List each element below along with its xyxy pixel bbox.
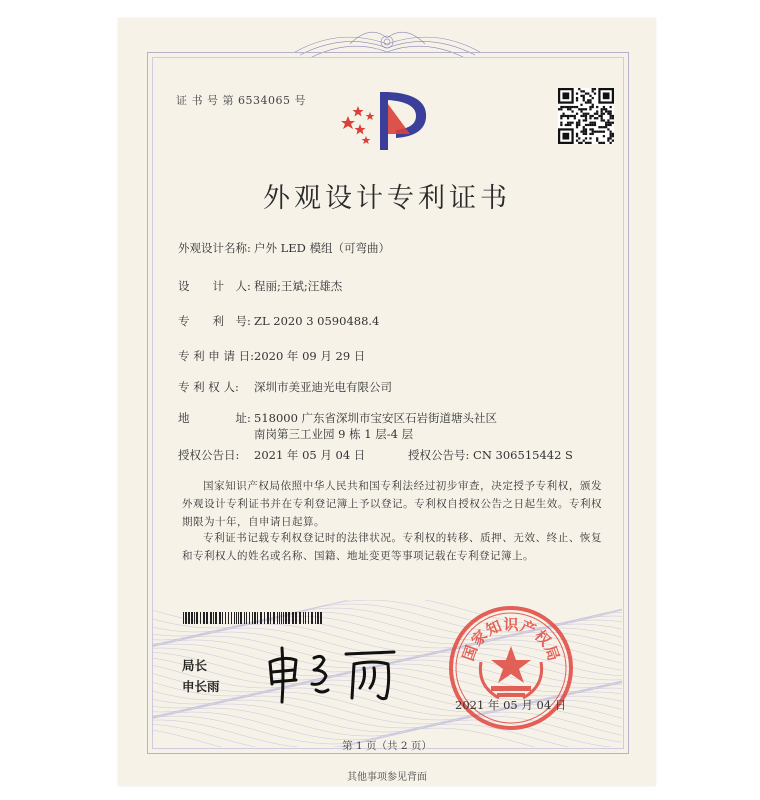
field-patentee [178,379,554,395]
publication-number [408,447,573,463]
page-number: 第 1 页（共 2 页） [342,740,432,752]
field-application-date [178,348,554,364]
svg-text:识: 识 [503,615,519,634]
cnipa-logo-icon [336,84,434,156]
field-value: 2020 年 09 月 29 日 [254,349,366,363]
svg-text:国: 国 [459,642,482,664]
signature-icon [262,640,402,706]
field-label: 专 利 申 请 日: [178,349,254,363]
signatory-name: 申长雨 [182,679,220,694]
legal-status-note: 专利证书记载专利权登记时的法律状况。专利权的转移、质押、无效、终止、恢复和专利权人的姓名或名称、国籍、地址变更等事项记载在专利登记簿上。 [182,532,602,562]
svg-text:家: 家 [467,626,492,650]
field-designer [178,278,554,294]
field-address [178,410,504,442]
qr-code-icon [558,88,614,144]
certificate-number: 证 书 号 第 6534065 号 [176,94,306,107]
svg-text:局: 局 [540,642,563,664]
field-value: 深圳市美亚迪光电有限公司 [254,380,392,394]
field-value: ZL 2020 3 0590488.4 [254,314,380,328]
field-label: 地 址: [178,411,251,425]
field-value: 户外 LED 模组（可弯曲） [254,241,391,255]
publication-value: CN 306515442 S [473,448,573,462]
field-grant-date [178,447,404,463]
svg-text:权: 权 [530,626,555,650]
grant-statement: 国家知识产权局依照中华人民共和国专利法经过初步审查，决定授予专利权，颁发外观设计专利证书并在专利登记簿上予以登记。专利权自授权公告之日起生效。专利权期限为十年，自申请日起算。 [182,480,602,528]
field-label: 专 利 权 人: [178,380,239,394]
signatory-title: 局长 [182,658,208,673]
certificate-title: 外观设计专利证书 [263,183,511,214]
field-label: 授权公告日: [178,448,240,462]
field-label: 设 计 人: [178,279,251,293]
footer-note: 其他事项参见背面 [347,772,427,783]
field-value: 518000 广东省深圳市宝安区石岩街道塘头社区南岗第三工业园 9 栋 1 层-4 层 [254,411,498,441]
barcode-icon [183,612,325,624]
seal-date: 2021 年 05 月 04 日 [455,698,567,712]
field-label: 专 利 号: [178,314,251,328]
field-value: 程丽;王斌;汪雄杰 [254,279,343,293]
field-patent-number [178,313,554,329]
svg-text:产: 产 [517,616,539,640]
field-design-name [178,240,554,256]
publication-label: 授权公告号: [408,448,470,462]
svg-text:知: 知 [483,616,505,640]
field-label: 外观设计名称: [178,241,251,255]
field-value: 2021 年 05 月 04 日 [254,448,366,462]
